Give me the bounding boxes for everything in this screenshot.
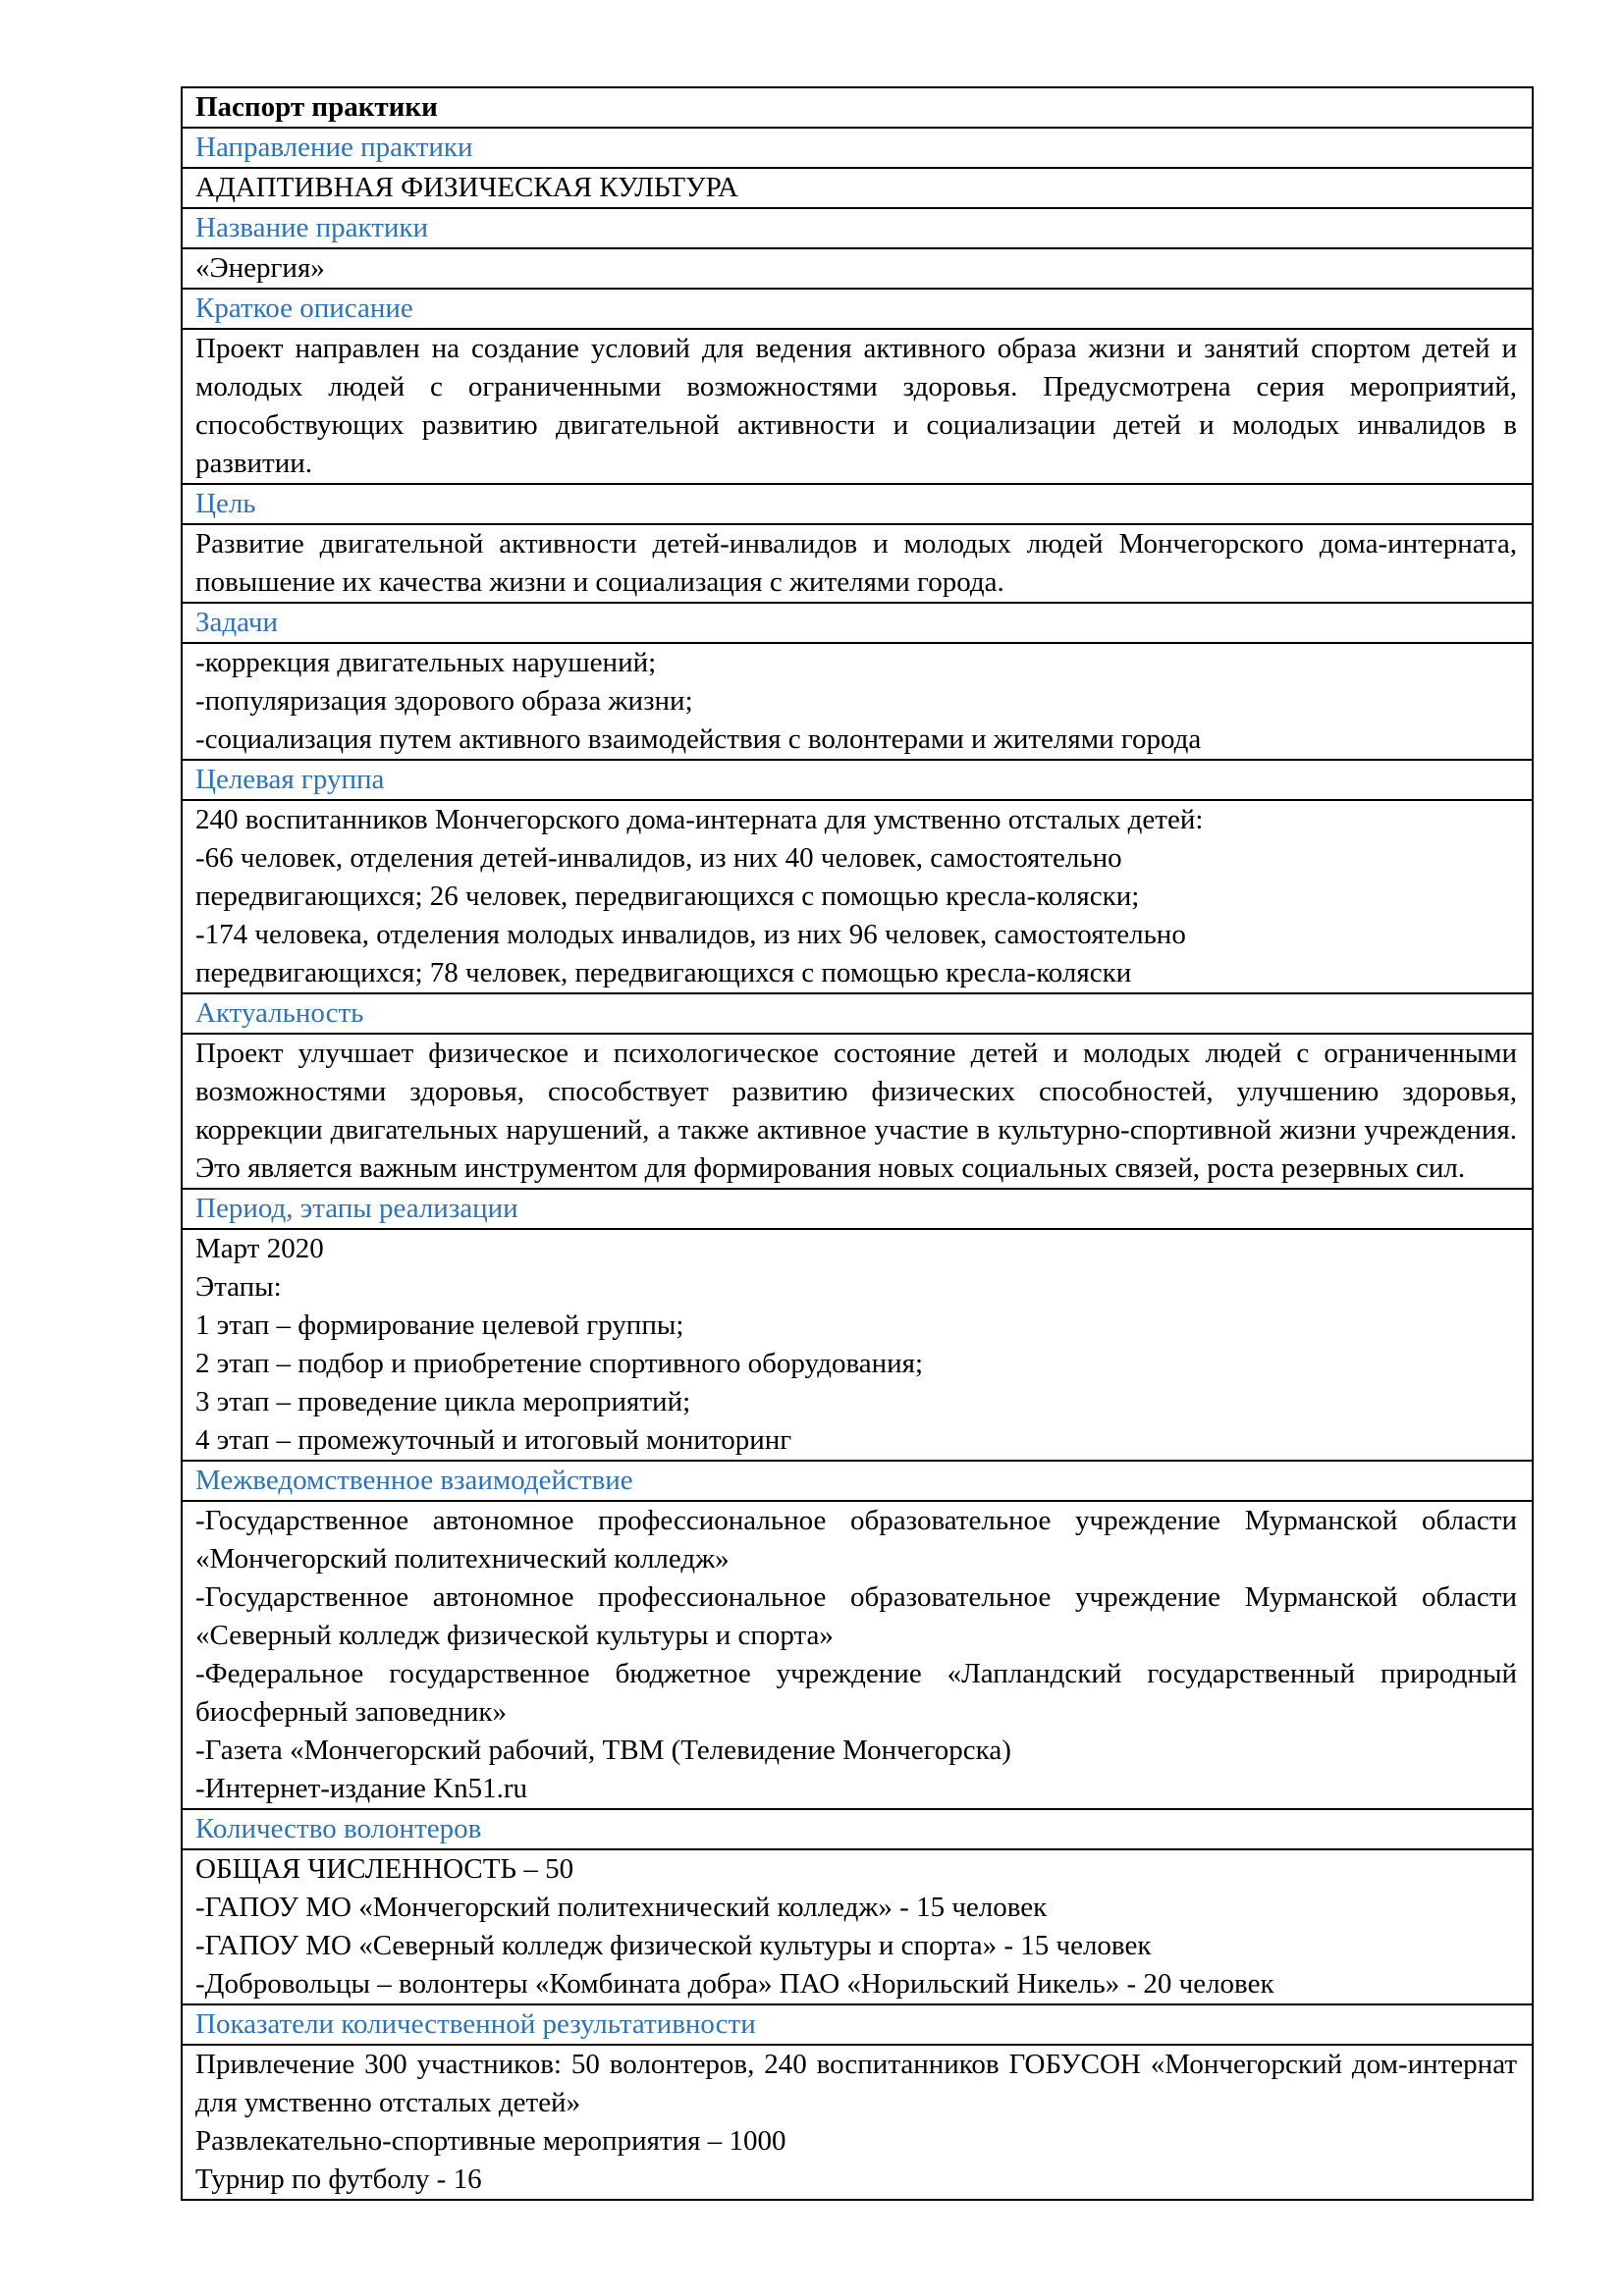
- section-body: [182, 248, 1533, 289]
- section-body: [182, 1229, 1533, 1461]
- section-heading: Название практики: [182, 208, 1533, 248]
- body-line: 4 этап – промежуточный и итоговый мониторинг: [195, 1424, 792, 1456]
- section-body-row: [182, 1501, 1533, 1809]
- section-body-row: [182, 329, 1533, 484]
- section-body: [182, 524, 1533, 603]
- body-paragraph: -Государственное автономное профессиональное образовательное учреждение Мурманской области «Мончегорский политехнический колледж»: [195, 1505, 1517, 1575]
- section-body: [182, 329, 1533, 484]
- section-body: [182, 1034, 1533, 1189]
- body-line: Этапы:: [195, 1271, 282, 1303]
- body-line: -социализация путем активного взаимодействия с волонтерами и жителями города: [195, 723, 1202, 755]
- body-line: 240 воспитанников Мончегорского дома-интерната для умственно отсталых детей:: [195, 804, 1204, 835]
- section-body-row: [182, 248, 1533, 289]
- body-line: -популяризация здорового образа жизни;: [195, 685, 693, 717]
- section-heading: Период, этапы реализации: [182, 1189, 1533, 1229]
- section-heading: Краткое описание: [182, 289, 1533, 329]
- section-body-row: [182, 1229, 1533, 1461]
- section-heading: Направление практики: [182, 128, 1533, 168]
- section-body-row: [182, 524, 1533, 603]
- body-line: передвигающихся; 26 человек, передвигающихся с помощью кресла-коляски;: [195, 881, 1140, 912]
- practice-passport-table: [181, 86, 1534, 2201]
- body-line: 3 этап – проведение цикла мероприятий;: [195, 1386, 691, 1417]
- body-line: передвигающихся; 78 человек, передвигающихся с помощью кресла-коляски: [195, 957, 1132, 988]
- section-heading-row: [182, 208, 1533, 248]
- body-paragraph: -Федеральное государственное бюджетное учреждение «Лапландский государственный природный биосферный заповедник»: [195, 1658, 1517, 1728]
- section-heading: Цель: [182, 484, 1533, 524]
- body-paragraph: Проект направлен на создание условий для ведения активного образа жизни и занятий спортом детей и молодых людей с ограниченными возможностями здоровья. Предусмотрена серия мероприятий, способствующих развитию двигательной активности и социализации детей и молодых инвалидов в развитии.: [195, 333, 1517, 479]
- body-paragraph: Развлекательно-спортивные мероприятия – 1000: [195, 2125, 786, 2157]
- body-paragraph: Привлечение 300 участников: 50 волонтеров, 240 воспитанников ГОБУСОН «Мончегорский дом-интернат для умственно отсталых детей»: [195, 2049, 1517, 2118]
- passport-title: Паспорт практики: [182, 87, 1533, 128]
- body-line: 2 этап – подбор и приобретение спортивного оборудования;: [195, 1348, 924, 1379]
- section-heading-row: [182, 289, 1533, 329]
- section-heading: Целевая группа: [182, 760, 1533, 800]
- section-heading-row: [182, 603, 1533, 643]
- section-heading-row: [182, 1809, 1533, 1849]
- body-line: 1 этап – формирование целевой группы;: [195, 1309, 684, 1341]
- body-line: -коррекция двигательных нарушений;: [195, 647, 657, 678]
- section-heading: Показатели количественной результативности: [182, 2004, 1533, 2045]
- body-line: ОБЩАЯ ЧИСЛЕННОСТЬ – 50: [195, 1853, 574, 1885]
- body-paragraph: Турнир по футболу - 16: [195, 2163, 482, 2195]
- section-body-row: [182, 168, 1533, 208]
- section-heading: Задачи: [182, 603, 1533, 643]
- body-line: АДАПТИВНАЯ ФИЗИЧЕСКАЯ КУЛЬТУРА: [195, 172, 738, 203]
- passport-title-row: [182, 87, 1533, 128]
- practice-passport-body: [182, 87, 1533, 2200]
- section-body-row: [182, 1034, 1533, 1189]
- section-heading-row: [182, 1461, 1533, 1501]
- body-line: «Энергия»: [195, 252, 325, 284]
- section-heading-row: [182, 2004, 1533, 2045]
- section-body-row: [182, 1849, 1533, 2004]
- body-paragraph: -Газета «Мончегорский рабочий, ТВМ (Телевидение Мончегорска): [195, 1735, 1011, 1766]
- section-heading: Межведомственное взаимодействие: [182, 1461, 1533, 1501]
- section-body: [182, 643, 1533, 760]
- section-body-row: [182, 643, 1533, 760]
- body-paragraph: -Интернет-издание Kn51.ru: [195, 1773, 527, 1804]
- section-body: [182, 168, 1533, 208]
- section-body: [182, 1501, 1533, 1809]
- body-paragraph: Проект улучшает физическое и психологическое состояние детей и молодых людей с ограниченными возможностями здоровья, способствует развитию физических способностей, улучшению здоровья, коррекции двигательных нарушений, а также активное участие в культурно-спортивной жизни учреждения. Это является важным инструментом для формирования новых социальных связей, роста резервных сил.: [195, 1038, 1517, 1184]
- body-paragraph: Развитие двигательной активности детей-инвалидов и молодых людей Мончегорского дома-интерната, повышение их качества жизни и социализация с жителями города.: [195, 528, 1517, 598]
- section-heading-row: [182, 484, 1533, 524]
- section-body-row: [182, 800, 1533, 993]
- section-heading-row: [182, 993, 1533, 1034]
- body-line: -ГАПОУ МО «Северный колледж физической культуры и спорта» - 15 человек: [195, 1930, 1152, 1961]
- body-paragraph: -Государственное автономное профессиональное образовательное учреждение Мурманской области «Северный колледж физической культуры и спорта»: [195, 1581, 1517, 1651]
- body-line: -174 человека, отделения молодых инвалидов, из них 96 человек, самостоятельно: [195, 919, 1186, 950]
- body-line: Март 2020: [195, 1233, 324, 1264]
- section-heading: Количество волонтеров: [182, 1809, 1533, 1849]
- body-line: -66 человек, отделения детей-инвалидов, из них 40 человек, самостоятельно: [195, 842, 1122, 874]
- body-line: -ГАПОУ МО «Мончегорский политехнический колледж» - 15 человек: [195, 1892, 1048, 1923]
- section-body: [182, 800, 1533, 993]
- section-body: [182, 1849, 1533, 2004]
- section-heading: Актуальность: [182, 993, 1533, 1034]
- section-heading-row: [182, 1189, 1533, 1229]
- section-body: [182, 2045, 1533, 2200]
- section-body-row: [182, 2045, 1533, 2200]
- section-heading-row: [182, 760, 1533, 800]
- section-heading-row: [182, 128, 1533, 168]
- body-line: -Добровольцы – волонтеры «Комбината добра» ПАО «Норильский Никель» - 20 человек: [195, 1968, 1274, 2000]
